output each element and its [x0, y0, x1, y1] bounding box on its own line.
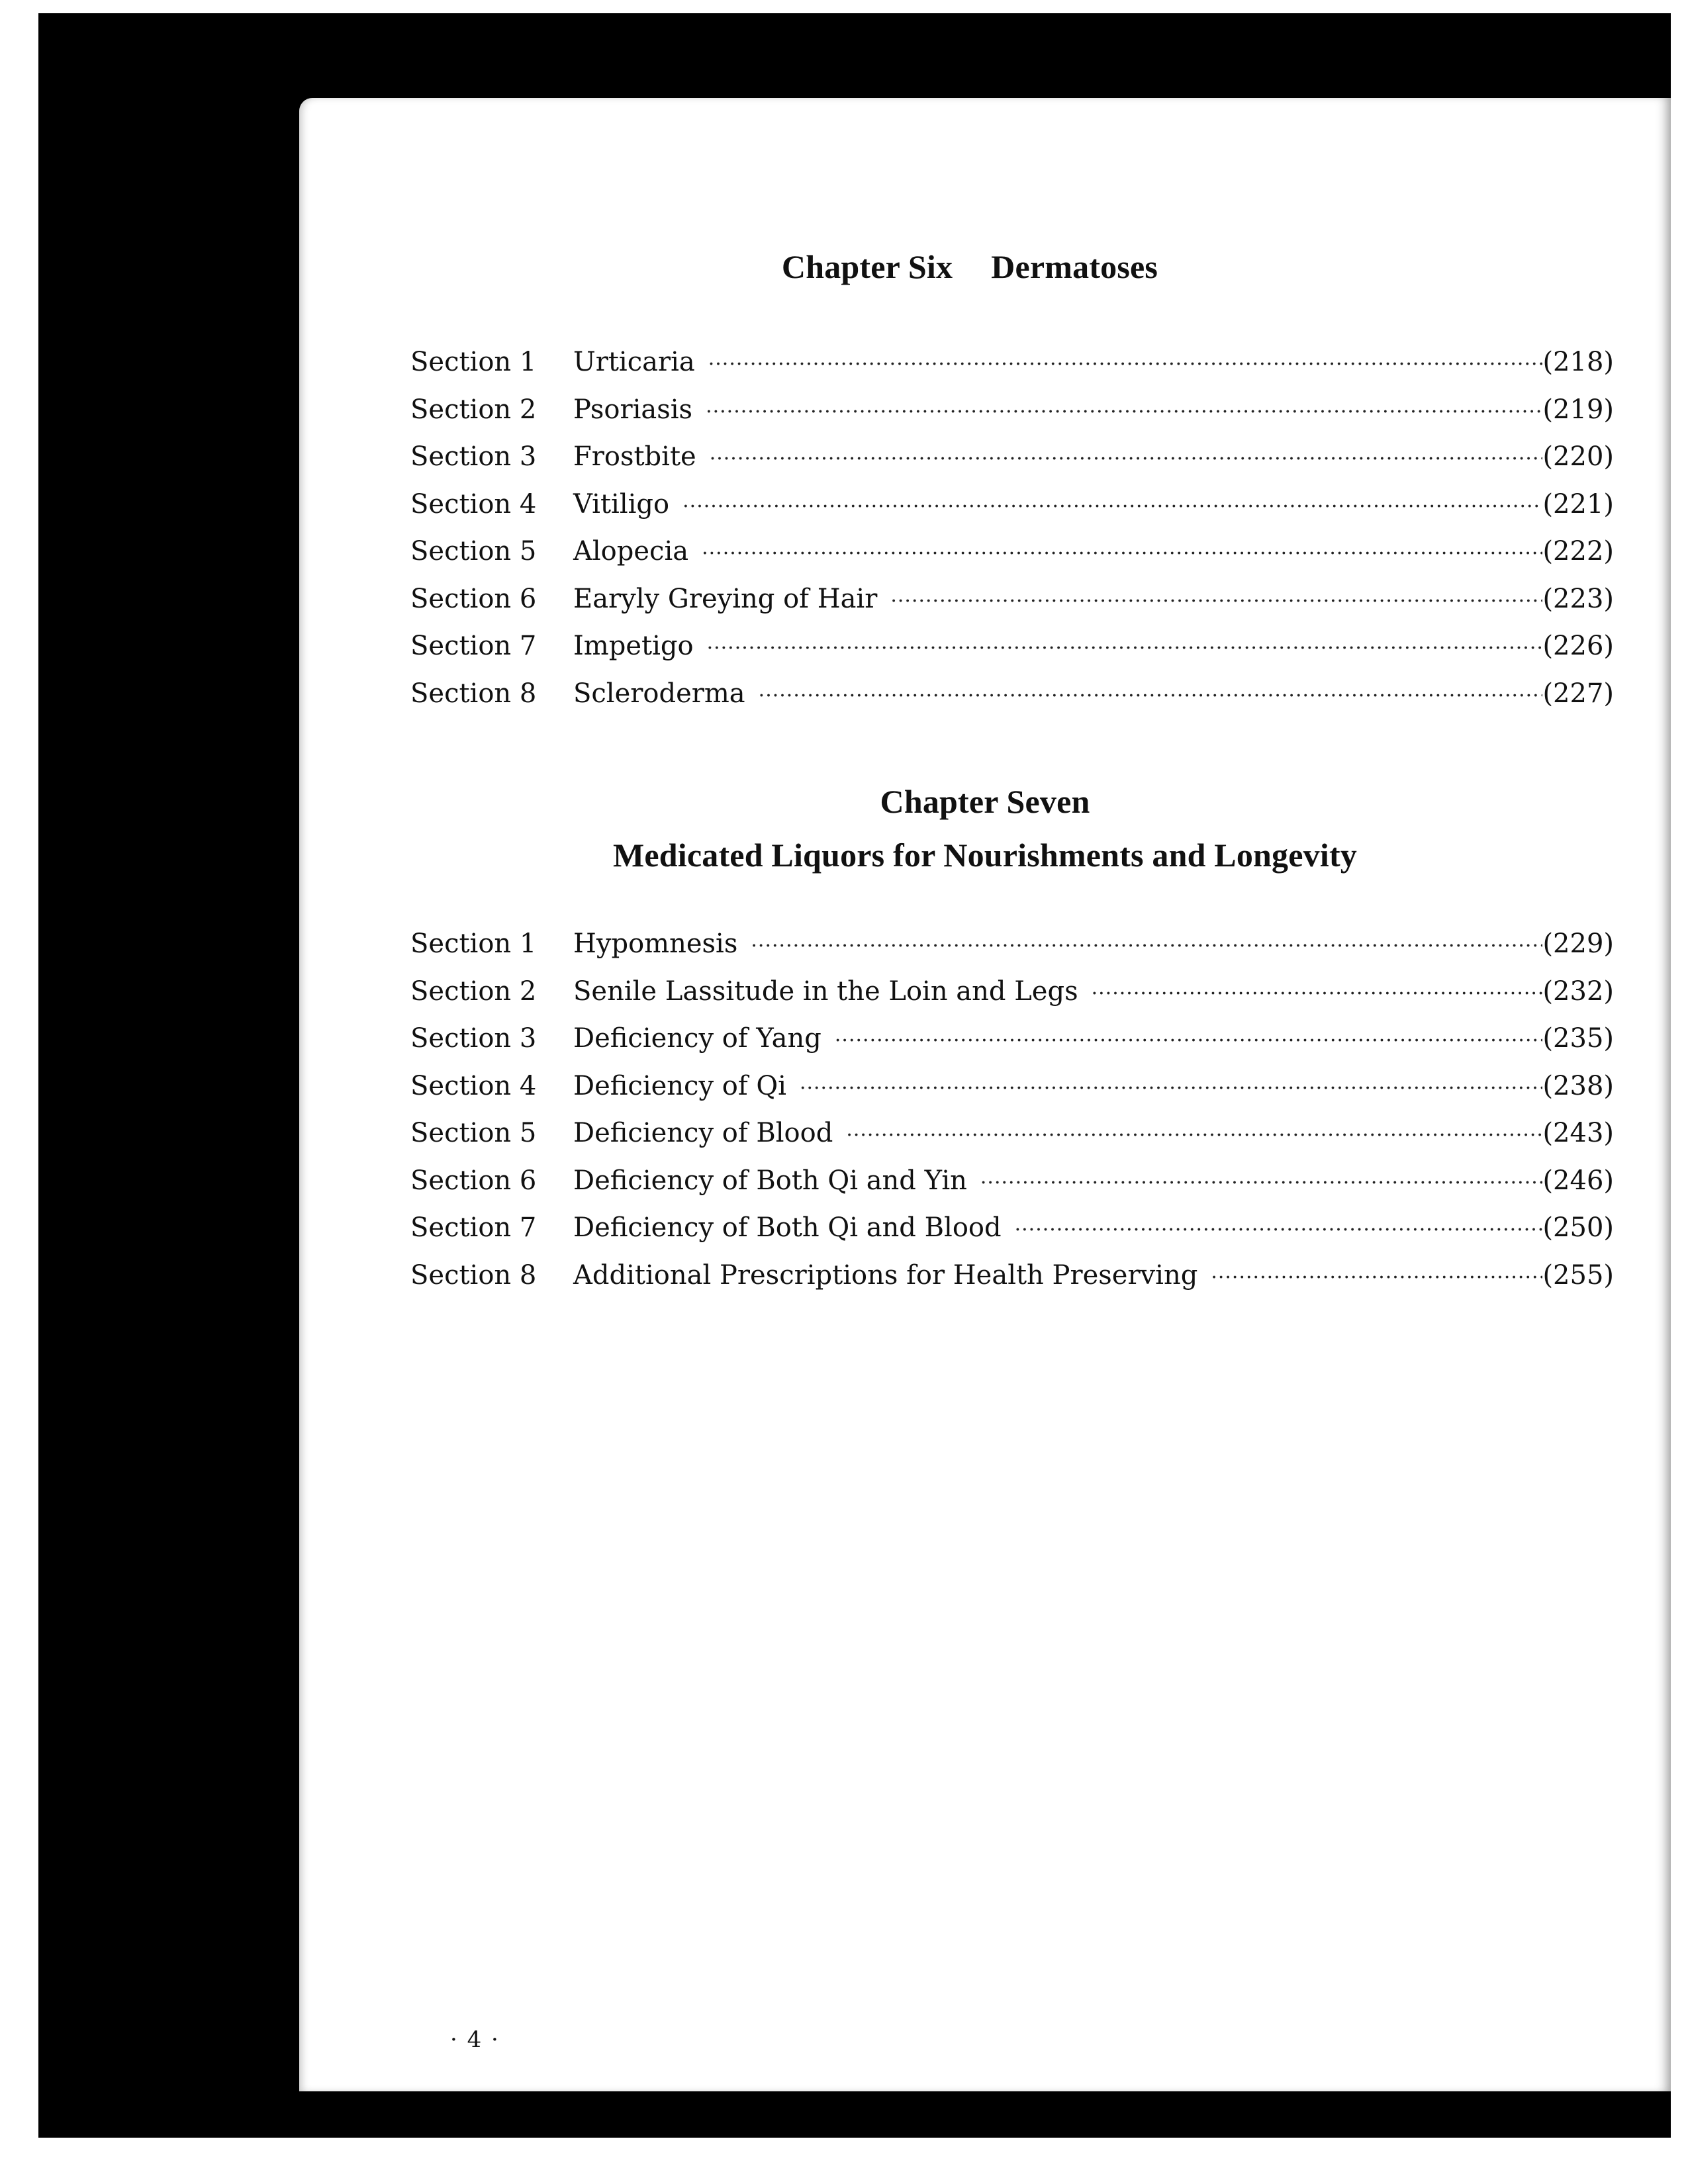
section-page: (227) [1542, 678, 1614, 709]
section-title: Hypomnesis [573, 929, 738, 959]
toc-entry [410, 441, 1614, 489]
toc-entry [410, 976, 1614, 1024]
dot-leader [751, 934, 1542, 958]
section-page: (243) [1542, 1118, 1614, 1148]
toc-entry [410, 1023, 1614, 1071]
page-number: · 4 · [450, 2026, 500, 2053]
toc-entry [410, 1212, 1614, 1260]
section-title: Earyly Greying of Hair [573, 583, 878, 614]
section-label: Section 7 [410, 1212, 537, 1243]
section-title: Impetigo [573, 631, 694, 661]
toc-entry [410, 489, 1614, 537]
section-label: Section 2 [410, 976, 537, 1007]
section-label: Section 7 [410, 631, 537, 661]
dot-leader [1092, 982, 1543, 1005]
section-page: (223) [1542, 583, 1614, 614]
section-page: (222) [1542, 536, 1614, 567]
section-title: Scleroderma [573, 678, 745, 709]
section-label: Section 1 [410, 929, 537, 959]
section-page: (232) [1542, 976, 1614, 1007]
section-title: Vitiligo [573, 488, 670, 520]
section-label: Section 1 [410, 347, 537, 377]
section-label: Section 3 [410, 1023, 537, 1054]
section-page: (235) [1542, 1023, 1614, 1054]
section-title: Frostbite [573, 441, 696, 472]
dot-leader [980, 1171, 1543, 1195]
dot-leader [702, 542, 1542, 565]
section-label: Section 6 [410, 583, 537, 614]
section-page: (255) [1542, 1259, 1614, 1291]
toc-entry [410, 631, 1614, 678]
dot-leader [759, 684, 1543, 707]
section-title: Deficiency of Yang [573, 1023, 821, 1054]
toc-entry [410, 1260, 1614, 1308]
section-title: Alopecia [573, 536, 689, 567]
section-page: (218) [1542, 347, 1614, 377]
section-label: Section 4 [410, 1070, 537, 1101]
section-label: Section 8 [410, 678, 537, 709]
section-title: Deficiency of Qi [573, 1070, 786, 1101]
section-title: Deficiency of Blood [573, 1118, 833, 1148]
dot-leader [1015, 1218, 1543, 1242]
section-title: Deficiency of Both Qi and Yin [573, 1165, 967, 1196]
dot-leader [710, 447, 1543, 471]
section-page: (238) [1542, 1070, 1614, 1101]
section-label: Section 5 [410, 1118, 537, 1148]
section-title: Senile Lassitude in the Loin and Legs [573, 976, 1078, 1007]
section-label: Section 8 [410, 1259, 537, 1291]
dot-leader [682, 495, 1542, 518]
chapter-six-number: Chapter Six [781, 248, 953, 285]
toc-entry [410, 1118, 1614, 1165]
dot-leader [800, 1077, 1542, 1100]
section-page: (250) [1542, 1212, 1614, 1243]
dot-leader [846, 1124, 1542, 1147]
section-title: Psoriasis [573, 394, 693, 425]
section-page: (221) [1542, 488, 1614, 520]
section-page: (226) [1542, 631, 1614, 661]
chapter-six-title: Dermatoses [991, 248, 1158, 285]
section-label: Section 2 [410, 394, 537, 425]
section-title: Additional Prescriptions for Health Preserving [573, 1259, 1198, 1291]
toc-entry [410, 347, 1614, 394]
chapter-six-heading [284, 248, 1656, 286]
dot-leader [707, 637, 1543, 660]
section-label: Section 4 [410, 488, 537, 520]
section-title: Urticaria [573, 347, 695, 377]
dot-leader [708, 353, 1543, 376]
dot-leader [1211, 1266, 1542, 1289]
section-title: Deficiency of Both Qi and Blood [573, 1212, 1002, 1243]
toc-entry [410, 536, 1614, 584]
dot-leader [890, 590, 1542, 613]
section-page: (220) [1542, 441, 1614, 472]
toc-entry [410, 678, 1614, 726]
section-label: Section 3 [410, 441, 537, 472]
section-label: Section 6 [410, 1165, 537, 1196]
toc-entry [410, 1165, 1614, 1213]
chapter-seven-number: Chapter Seven [880, 783, 1090, 820]
section-page: (229) [1542, 929, 1614, 959]
dot-leader [706, 400, 1542, 424]
section-page: (246) [1542, 1165, 1614, 1196]
toc-entry [410, 394, 1614, 442]
chapter-seven-title: Medicated Liquors for Nourishments and Longevity [612, 837, 1357, 874]
dot-leader [835, 1029, 1543, 1052]
section-label: Section 5 [410, 536, 537, 567]
chapter-seven-contents [410, 929, 1614, 1307]
section-page: (219) [1542, 394, 1614, 425]
toc-entry [410, 1071, 1614, 1118]
toc-entry [410, 584, 1614, 631]
chapter-six-contents [410, 347, 1614, 725]
book-page [299, 98, 1671, 2091]
toc-entry [410, 929, 1614, 976]
